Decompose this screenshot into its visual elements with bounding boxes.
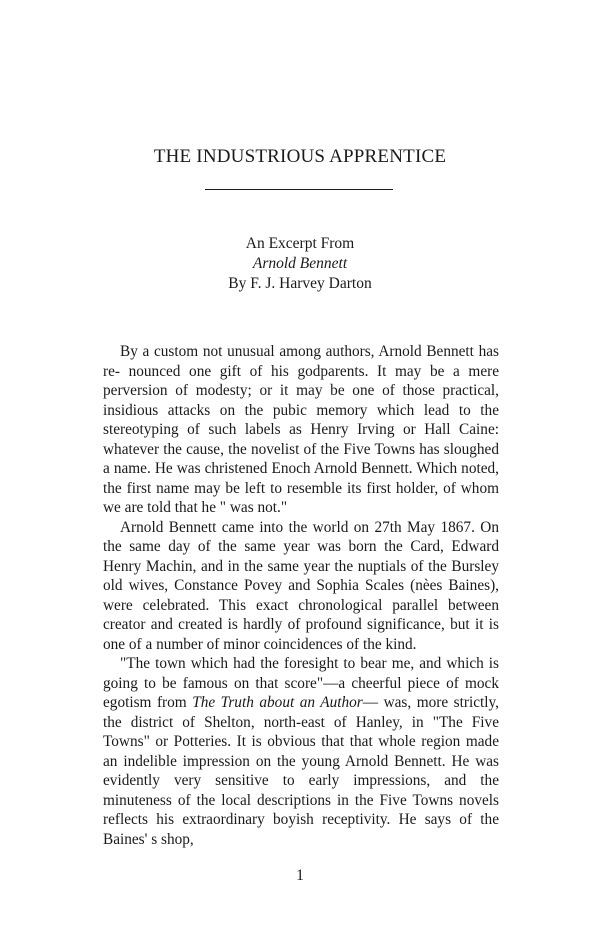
paragraph-1: By a custom not unusual among authors, Arnold Bennett has re- nounced one gift of his godparents. It may be a mere perversion of modesty; or it may be one of those practical, insidious attacks on the pubic memory which lead to the stereotyping of such labels as Henry Irving or Hall Caine: whatever the cause, the novelist of the Five Towns has sloughed a name. He was christened Enoch Arnold Bennett. Which noted, the first name may be left to resemble its first holder, of whom we are told that he " was not." <box>103 343 499 516</box>
paragraph-2: Arnold Bennett came into the world on 27th May 1867. On the same day of the same year was born the Card, Edward Henry Machin, and in the same year the nuptials of the Bursley old wives, Constance Povey and Sophia Scales (nèes Baines), were celebrated. This exact chronological parallel between creator and created is hardly of profound significance, but it is one of a number of minor coincidences of the kind. <box>103 518 499 653</box>
excerpt-book-title: Arnold Bennett <box>252 255 348 272</box>
page-number: 1 <box>296 867 304 884</box>
title-divider <box>205 189 393 190</box>
excerpt-attribution <box>0 234 600 294</box>
body-text <box>103 342 499 849</box>
excerpt-author: By F. J. Harvey Darton <box>228 275 372 292</box>
paragraph-3-part-2: — was, more strictly, the district of Shelton, north-east of Hanley, in "The Five Towns" or Potteries. It is obvious that that whole region made an indelible impression on the young Arnold Bennett. He was evidently very sensitive to early impressions, and the minuteness of the local descriptions in the Five Towns novels reflects his extraordinary boyish receptivity. He says of the Baines' s shop, <box>103 694 499 848</box>
chapter-title: THE INDUSTRIOUS APPRENTICE <box>153 146 447 167</box>
book-title-reference: The Truth about an Author <box>192 694 363 711</box>
paragraph-3-part-1: "The town which had the foresight to bear me, and which is going to be famous on that score"—a cheerful piece of mock egotism from <box>103 655 499 711</box>
excerpt-intro: An Excerpt From <box>245 235 355 252</box>
paragraph-3 <box>103 654 499 849</box>
